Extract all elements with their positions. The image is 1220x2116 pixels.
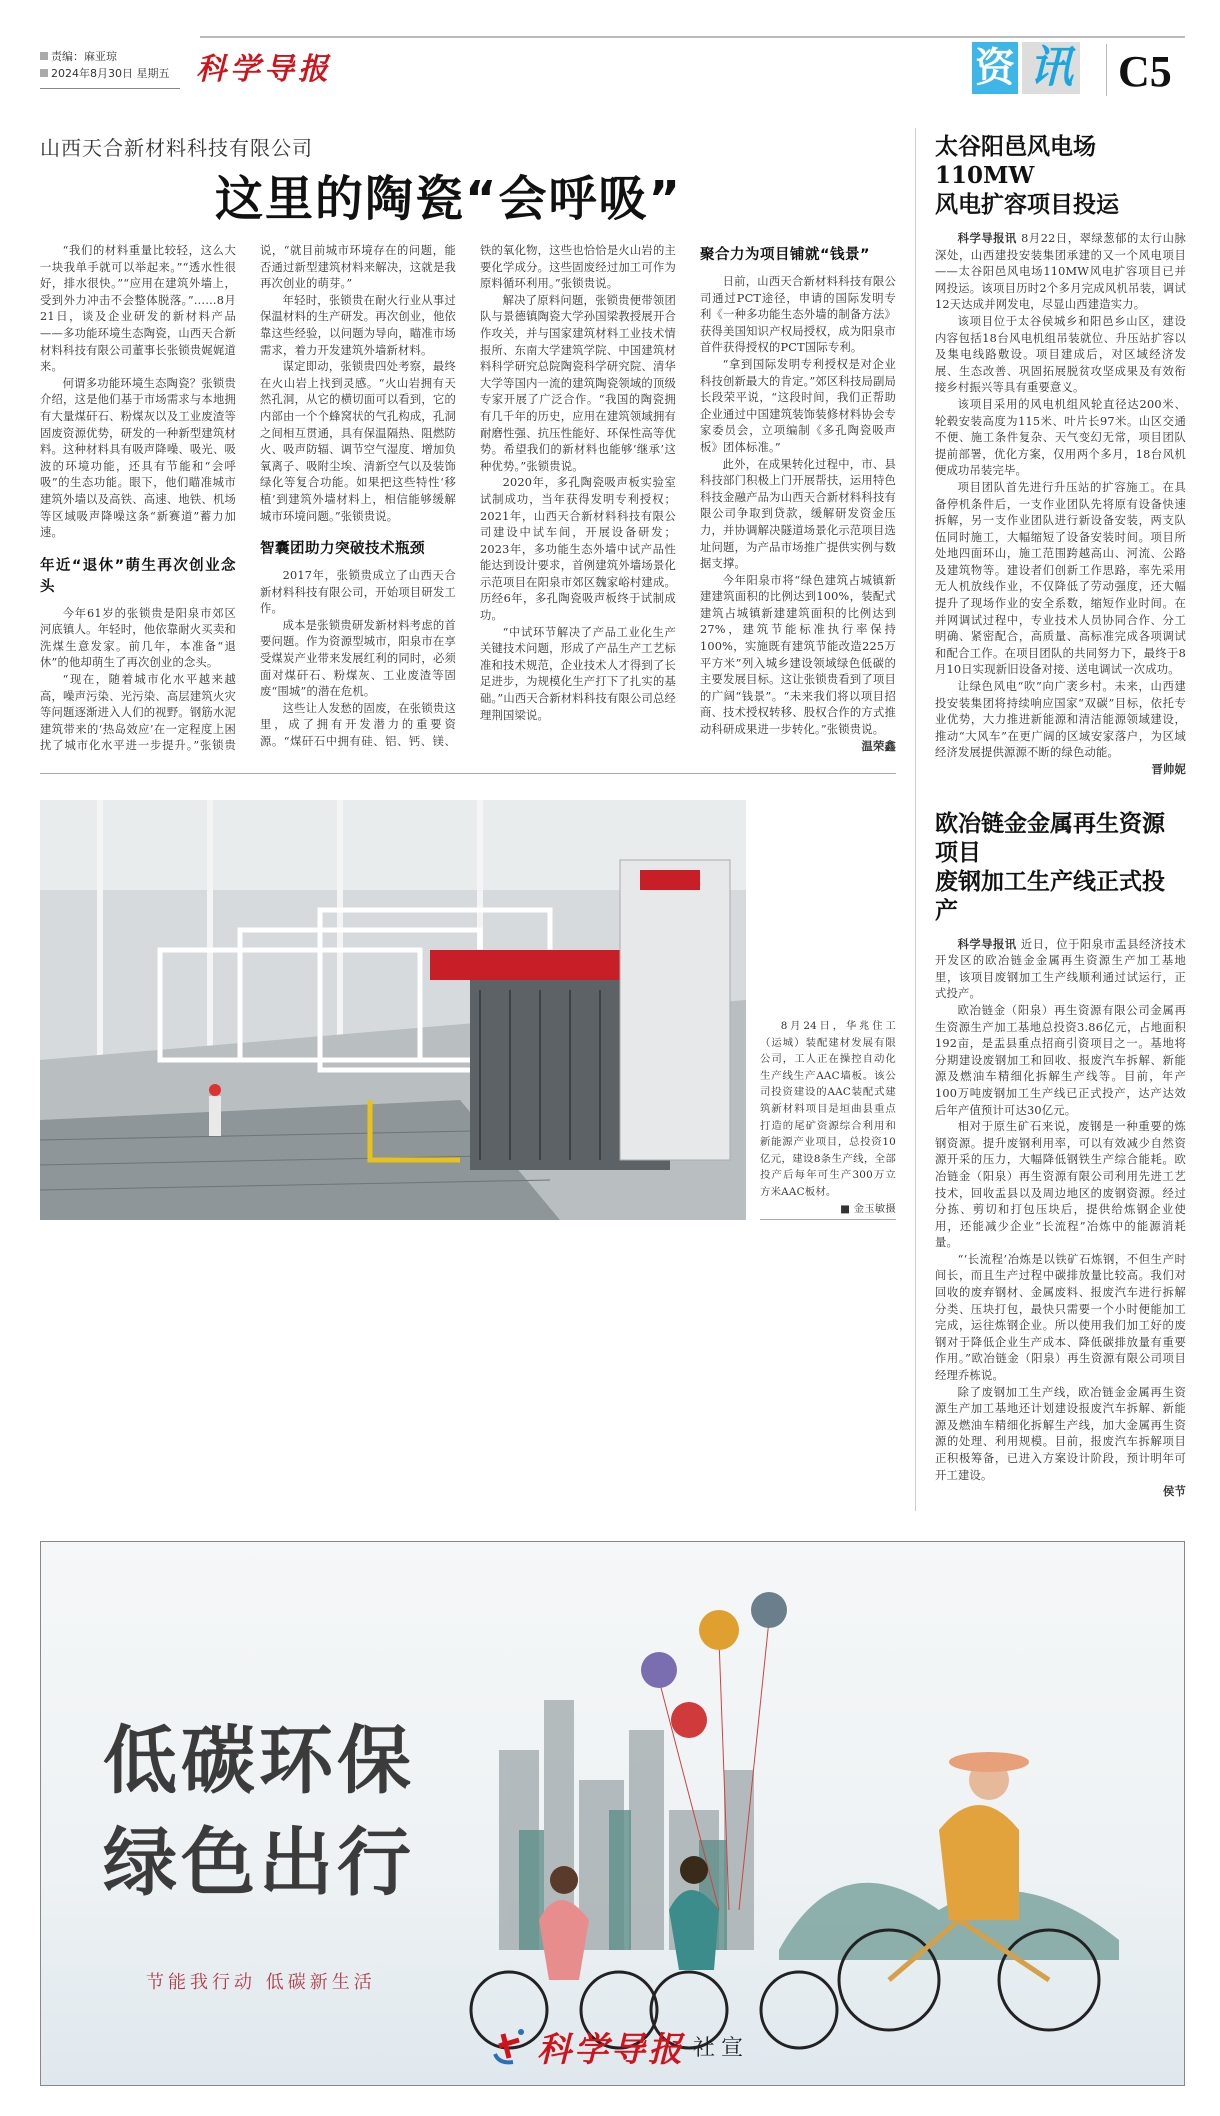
paragraph: “中试环节解决了产品工业化生产关键技术问题，形成了产品生产工艺标准和技术规范，企业技术人才得到了长足进步，为规模化生产打下了扎实的基础。”山西天合新材料科技有限公司总经理荆国梁说。 xyxy=(480,625,676,722)
photo-block xyxy=(40,800,896,1220)
news-photo xyxy=(40,800,746,1220)
masthead-logo: 科学导报 xyxy=(196,52,332,87)
article-kicker: 山西天合新材料科技有限公司 xyxy=(40,136,313,160)
byline: 侯节 xyxy=(1163,1485,1186,1499)
paragraph: “现在，随着城市化水平越来越高，噪声污染、光污染、高层建筑火灾等问题逐渐进入人们的视野。钢筋水泥建筑带来的‘热岛效应’在一定程度上困扰了城市化水平进一步提升。”张锁贵说，“就目前城市环境存在的问题，能否通过新型建筑材料来解决，这就是我再次创业的萌芽。” xyxy=(40,244,456,753)
paragraph: 让绿色风电“吹”向广袤乡村。未来，山西建投安装集团将持续响应国家“双碳”目标，依托专业优势，大力推进新能源和清洁能源领域建设，推动“大风车”在更广阔的区域安家落户，为区域经济发展提供源源不断的绿色动能。 xyxy=(935,680,1186,760)
section-subheading: 智囊团助力突破技术瓶颈 xyxy=(260,541,425,558)
paragraph: 何谓多功能环境生态陶瓷？张锁贵介绍，这是他们基于市场需求与本地拥有大量煤矸石、粉煤灰以及工业废渣等固废资源优势，研发的一种新型建筑材料。这种材料具有吸声降噪、吸光、吸波的环境功能，还具有节能和“会呼吸”的生态功能。眼下，他们瞄准城市建筑外墙以及高铁、高速、地铁、机场等区域吸声降噪这条“新赛道”蓄力加速。 xyxy=(40,376,236,540)
lead-tag: 科学导报讯 xyxy=(957,937,1017,951)
title-line: 太谷阳邑风电场 110MW xyxy=(935,133,1096,189)
paragraph: 项目团队首先进行升压站的扩容施工。在具备停机条件后，一支作业团队先将原有设备快速拆解，另一支作业团队进行新设备安装，两支队伍同时施工，大幅缩短了设备安装时间。项目所处地四面环山，施工范围跨越高山、河流、公路及建筑物等。建设者们创新工作思路，率先采用无人机放线作业，不仅降低了劳动强度，还大幅提升了现场作业的安全系数，缩短作业时间。在并网调试过程中，专业技术人员协同合作、分工明确、紧密配合，高质量、高标准完成各项调试和配合工作。在项目团队的共同努力下，最终于8月10日实现新旧设备对接、送电调试一次成功。 xyxy=(935,480,1186,677)
title-line: 风电扩容项目投运 xyxy=(935,191,1119,218)
paragraph: 除了废钢加工生产线，欧冶链金金属再生资源生产加工基地还计划建设报废汽车拆解、新能源及燃油车精细化拆解生产线，加大金属再生资源的处理、利用规模。目前，报废汽车拆解项目正积极筹备，已进入方案设计阶段，预计明年可开工建设。 xyxy=(935,1385,1186,1482)
divider xyxy=(40,773,896,774)
paragraph: 相对于原生矿石来说，废钢是一种重要的炼钢资源。提升废钢利用率，可以有效减少自然资源开采的压力，大幅降低钢铁生产综合能耗。欧冶链金（阳泉）再生资源有限公司利用先进工艺技术，回收盂县以及周边地区的废钢资源。经过分拣、剪切和打包压块后，提供给炼钢企业使用，还能减少企业“长流程”冶炼中的能源消耗量。 xyxy=(935,1120,1186,1250)
right-column xyxy=(915,128,1185,1511)
paragraph: 今年61岁的张锁贵是阳泉市郊区河底镇人。年轻时，他依靠耐火买卖和洗煤生意发家。前几年，本准备“退休”的他却萌生了再次创业的念头。 xyxy=(40,606,236,670)
editor: 责编：麻亚琼 xyxy=(51,50,117,63)
header-rule xyxy=(200,36,1185,38)
lead-text: 8月22日，翠绿葱郁的太行山脉深处，山西建投安装集团承建的又一个风电项目——太谷阳邑风电场110MW风电扩容项目已并网投运。该项目历时2个多月完成风机吊装，调试12天达成并网发电，尽显山西建造实力。 xyxy=(935,232,1186,312)
ad-slogan: 节能我行动 低碳新生活 xyxy=(146,1971,376,1993)
paragraph: 成本是张锁贵研发新材料考虑的首要问题。作为资源型城市，阳泉市在享受煤炭产业带来发展红利的同时，必须面对煤矸石、粉煤灰、工业废渣等固废“围城”的潜在危机。 xyxy=(260,618,456,699)
byline: 晋帅妮 xyxy=(1151,763,1186,776)
photo-caption xyxy=(760,1018,896,1220)
ad-logo-text: 科学导报 xyxy=(537,2029,685,2070)
paragraph: 欧冶链金（阳泉）再生资源有限公司金属再生资源生产加工基地总投资3.86亿元，占地面积192亩，是盂县重点招商引资项目之一。基地将分期建设废钢加工和回收、报废汽车拆解、新能源及燃油车精细化拆解生产线等。目前，年产100万吨废钢加工生产线已正式投产，达产达效后年产值预计可达30亿元。 xyxy=(935,1003,1186,1117)
ad-headline-2: 绿色出行 xyxy=(103,1819,415,1906)
section-subheading: 年近“退休”萌生再次创业念头 xyxy=(40,557,236,595)
article-title: 这里的陶瓷“会呼吸” xyxy=(215,171,683,227)
paragraph: 2020年，多孔陶瓷吸声板实验室试制成功，当年获得发明专利授权；2021年，山西天合新材料科技有限公司建设中试车间，开展设备研发；2023年，多功能生态外墙中试产品性能达到设计要求，首例建筑外墙场景化示范项目在阳泉市郊区魏家峪村建成。历经6年，多孔陶瓷吸声板终于试制成功。 xyxy=(480,476,676,623)
byline: 温荣鑫 xyxy=(861,739,896,753)
paragraph: 解决了原料问题，张锁贵便带领团队与景德镇陶瓷大学孙国梁教授展开合作攻关，并与国家建筑材料工业技术情报所、东南大学建筑学院、中国建筑材料科学研究总院陶瓷科学研究院、清华大学等国内一流的建筑陶瓷领域的顶级专家开展了广泛合作。“我国的陶瓷拥有几千年的历史，应用在建筑领域拥有耐磨性强、抗压性能好、环保性高等优势。希望我们的新材料也能够‘继承’这种优势。”张锁贵说。 xyxy=(480,293,676,473)
ad-headline-1: 低碳环保 xyxy=(103,1717,415,1804)
section-label xyxy=(972,42,1080,94)
steel-article-title xyxy=(935,809,1186,925)
title-line: 废钢加工生产线正式投产 xyxy=(935,867,1165,924)
page-number: C5 xyxy=(1118,47,1172,96)
section-subheading: 聚合力为项目铺就“钱景” xyxy=(700,247,871,263)
title-line: 欧冶链金金属再生资源项目 xyxy=(935,809,1165,866)
steel-article-body xyxy=(935,937,1186,1501)
paragraph: 这些让人发愁的固废，在张锁贵这里，成了拥有开发潜力的重要资源。“煤矸石中拥有硅、铝、钙、镁、铁的氧化物，这些也恰恰是火山岩的主要化学成分。这些固废经过加工可作为原料循环利用。”张锁贵说。 xyxy=(260,244,676,749)
caption-text: 8月24日，华兆住工（运城）装配建材发展有限公司，工人正在操控自动化生产线生产AAC墙板。该公司投资建设的AAC装配式建筑新材料项目是垣曲县重点打造的尾矿资源综合利用和新能源产业项目，总投资10亿元，建设8条生产线，全部投产后每年可生产300万立方米AAC板材。 xyxy=(760,1020,896,1199)
issue-meta xyxy=(40,48,180,89)
photo-credit: ■ 金玉敏摄 xyxy=(840,1202,896,1215)
paragraph: 该项目位于太谷侯城乡和阳邑乡山区，建设内容包括18台风电机组吊装就位、升压站扩容以及集电线路敷设。项目建成后，对区域经济发展、生态改善、巩固拓展脱贫攻坚成果及有效衔接乡村振兴等具有重要意义。 xyxy=(935,314,1186,395)
lead-text: 近日，位于阳泉市盂县经济技术开发区的欧冶链金金属再生资源生产加工基地里，该项目废钢加工生产线顺利通过试运行，正式投产。 xyxy=(935,937,1186,1001)
section-char: 讯 xyxy=(1022,42,1080,94)
paragraph: 今年阳泉市将“绿色建筑占城镇新建建筑面积的比例达到100%，装配式建筑占城镇新建建筑面积的比例达到27%，建筑节能标准执行率保持100%，实施既有建筑节能改造225万平方米”列入城乡建设领域绿色低碳的主要发展目标。这让张锁贵看到了项目的广阔“钱景”。“未来我们将以项目招商、技术授权转移、股权合作的方式推动科研成果进一步转化。”张锁贵说。 xyxy=(700,573,896,737)
section-char: 资 xyxy=(972,42,1018,94)
wind-article-body xyxy=(935,231,1186,779)
lead-tag: 科学导报讯 xyxy=(957,232,1017,245)
paragraph: 谋定即动，张锁贵四处考察，最终在火山岩上找到灵感。“火山岩拥有天然孔洞，从它的横切面可以看到，它的内部由一个个蜂窝状的气孔构成，孔洞之间相互贯通，具有保温隔热、阻燃防火、吸声防辐、调节空气湿度、增加负氧离子、吸附尘埃、清新空气以及装饰绿化等复合功能。如果把这些特性‘移植’到建筑外墙材料上，相信能够缓解城市环境问题。”张锁贵说。 xyxy=(260,360,456,523)
ad-sponsor-text: 社宣 xyxy=(693,2035,750,2061)
public-service-ad xyxy=(40,1541,1185,2086)
lead-story xyxy=(40,128,896,1220)
newspaper-logo-icon xyxy=(489,2026,529,2066)
issue-date: 2024年8月30日 星期五 xyxy=(51,67,170,80)
paragraph: “我们的材料重量比较轻，这么大一块我单手就可以举起来。”“透水性很好，排水很快。”“应用在建筑外墙上，受到外力冲击不会整体脱落。”……8月21日，谈及企业研发的新材料产品——多功能环境生态陶瓷，山西天合新材料科技有限公司董事长张锁贵娓娓道来。 xyxy=(40,244,236,374)
wind-article-title xyxy=(935,132,1186,219)
paragraph: 2017年，张锁贵成立了山西天合新材料科技有限公司，开始项目研发工作。 xyxy=(260,569,456,616)
bullet-icon xyxy=(40,69,48,77)
divider xyxy=(1106,44,1107,96)
paragraph: “拿到国际发明专利授权是对企业科技创新最大的肯定。”郊区科技局副局长段荣平说，“这段时间，我们正帮助企业通过中国建筑装饰装修材料协会专家委员会，立项编制《多孔陶瓷吸声板》团体标准。” xyxy=(700,357,896,454)
paragraph: 此外，在成果转化过程中，市、县科技部门积极上门开展帮扶，运用特色科技金融产品为山西天合新材料科技有限公司争取到贷款，缓解研发资金压力，并协调解决隧道场景化示范项目选址问题，为产品市场推广提供实例与数据支撑。 xyxy=(700,457,896,571)
article-body xyxy=(40,243,896,755)
paragraph: 日前，山西天合新材料科技有限公司通过PCT途径，申请的国际发明专利《一种多功能生态外墙的制备方法》获得美国知识产权局授权，成为阳泉市首件获得授权的PCT国际专利。 xyxy=(700,275,896,355)
ad-sponsor xyxy=(489,2022,749,2071)
paragraph: 该项目采用的风电机组风轮直径达200米、轮毂安装高度为115米、叶片长97米。山区交通不便、施工条件复杂、天气变幻无常，项目团队提前部署，优化方案，仅用两个多月，18台风机便成功吊装完毕。 xyxy=(935,397,1186,478)
paragraph: “‘长流程’冶炼是以铁矿石炼钢，不但生产时间长，而且生产过程中碳排放量比较高。我们对回收的废弃钢材、金属废料、报废汽车进行拆解分类、压块打包，最快只需要一个小时便能加工完成，运往炼钢企业。所以使用我们加工好的废钢对于降低企业生产成本、降低碳排放量有重要作用。”欧冶链金（阳泉）再生资源有限公司项目经理乔栋说。 xyxy=(935,1252,1186,1383)
ad-illustration xyxy=(419,1580,1184,2085)
paragraph: 年轻时，张锁贵在耐火行业从事过保温材料的生产研发。再次创业，他依靠这些经验，以问题为导向，瞄准市场需求，着力开发建筑外墙新材料。 xyxy=(260,293,456,357)
bullet-icon xyxy=(40,52,48,60)
